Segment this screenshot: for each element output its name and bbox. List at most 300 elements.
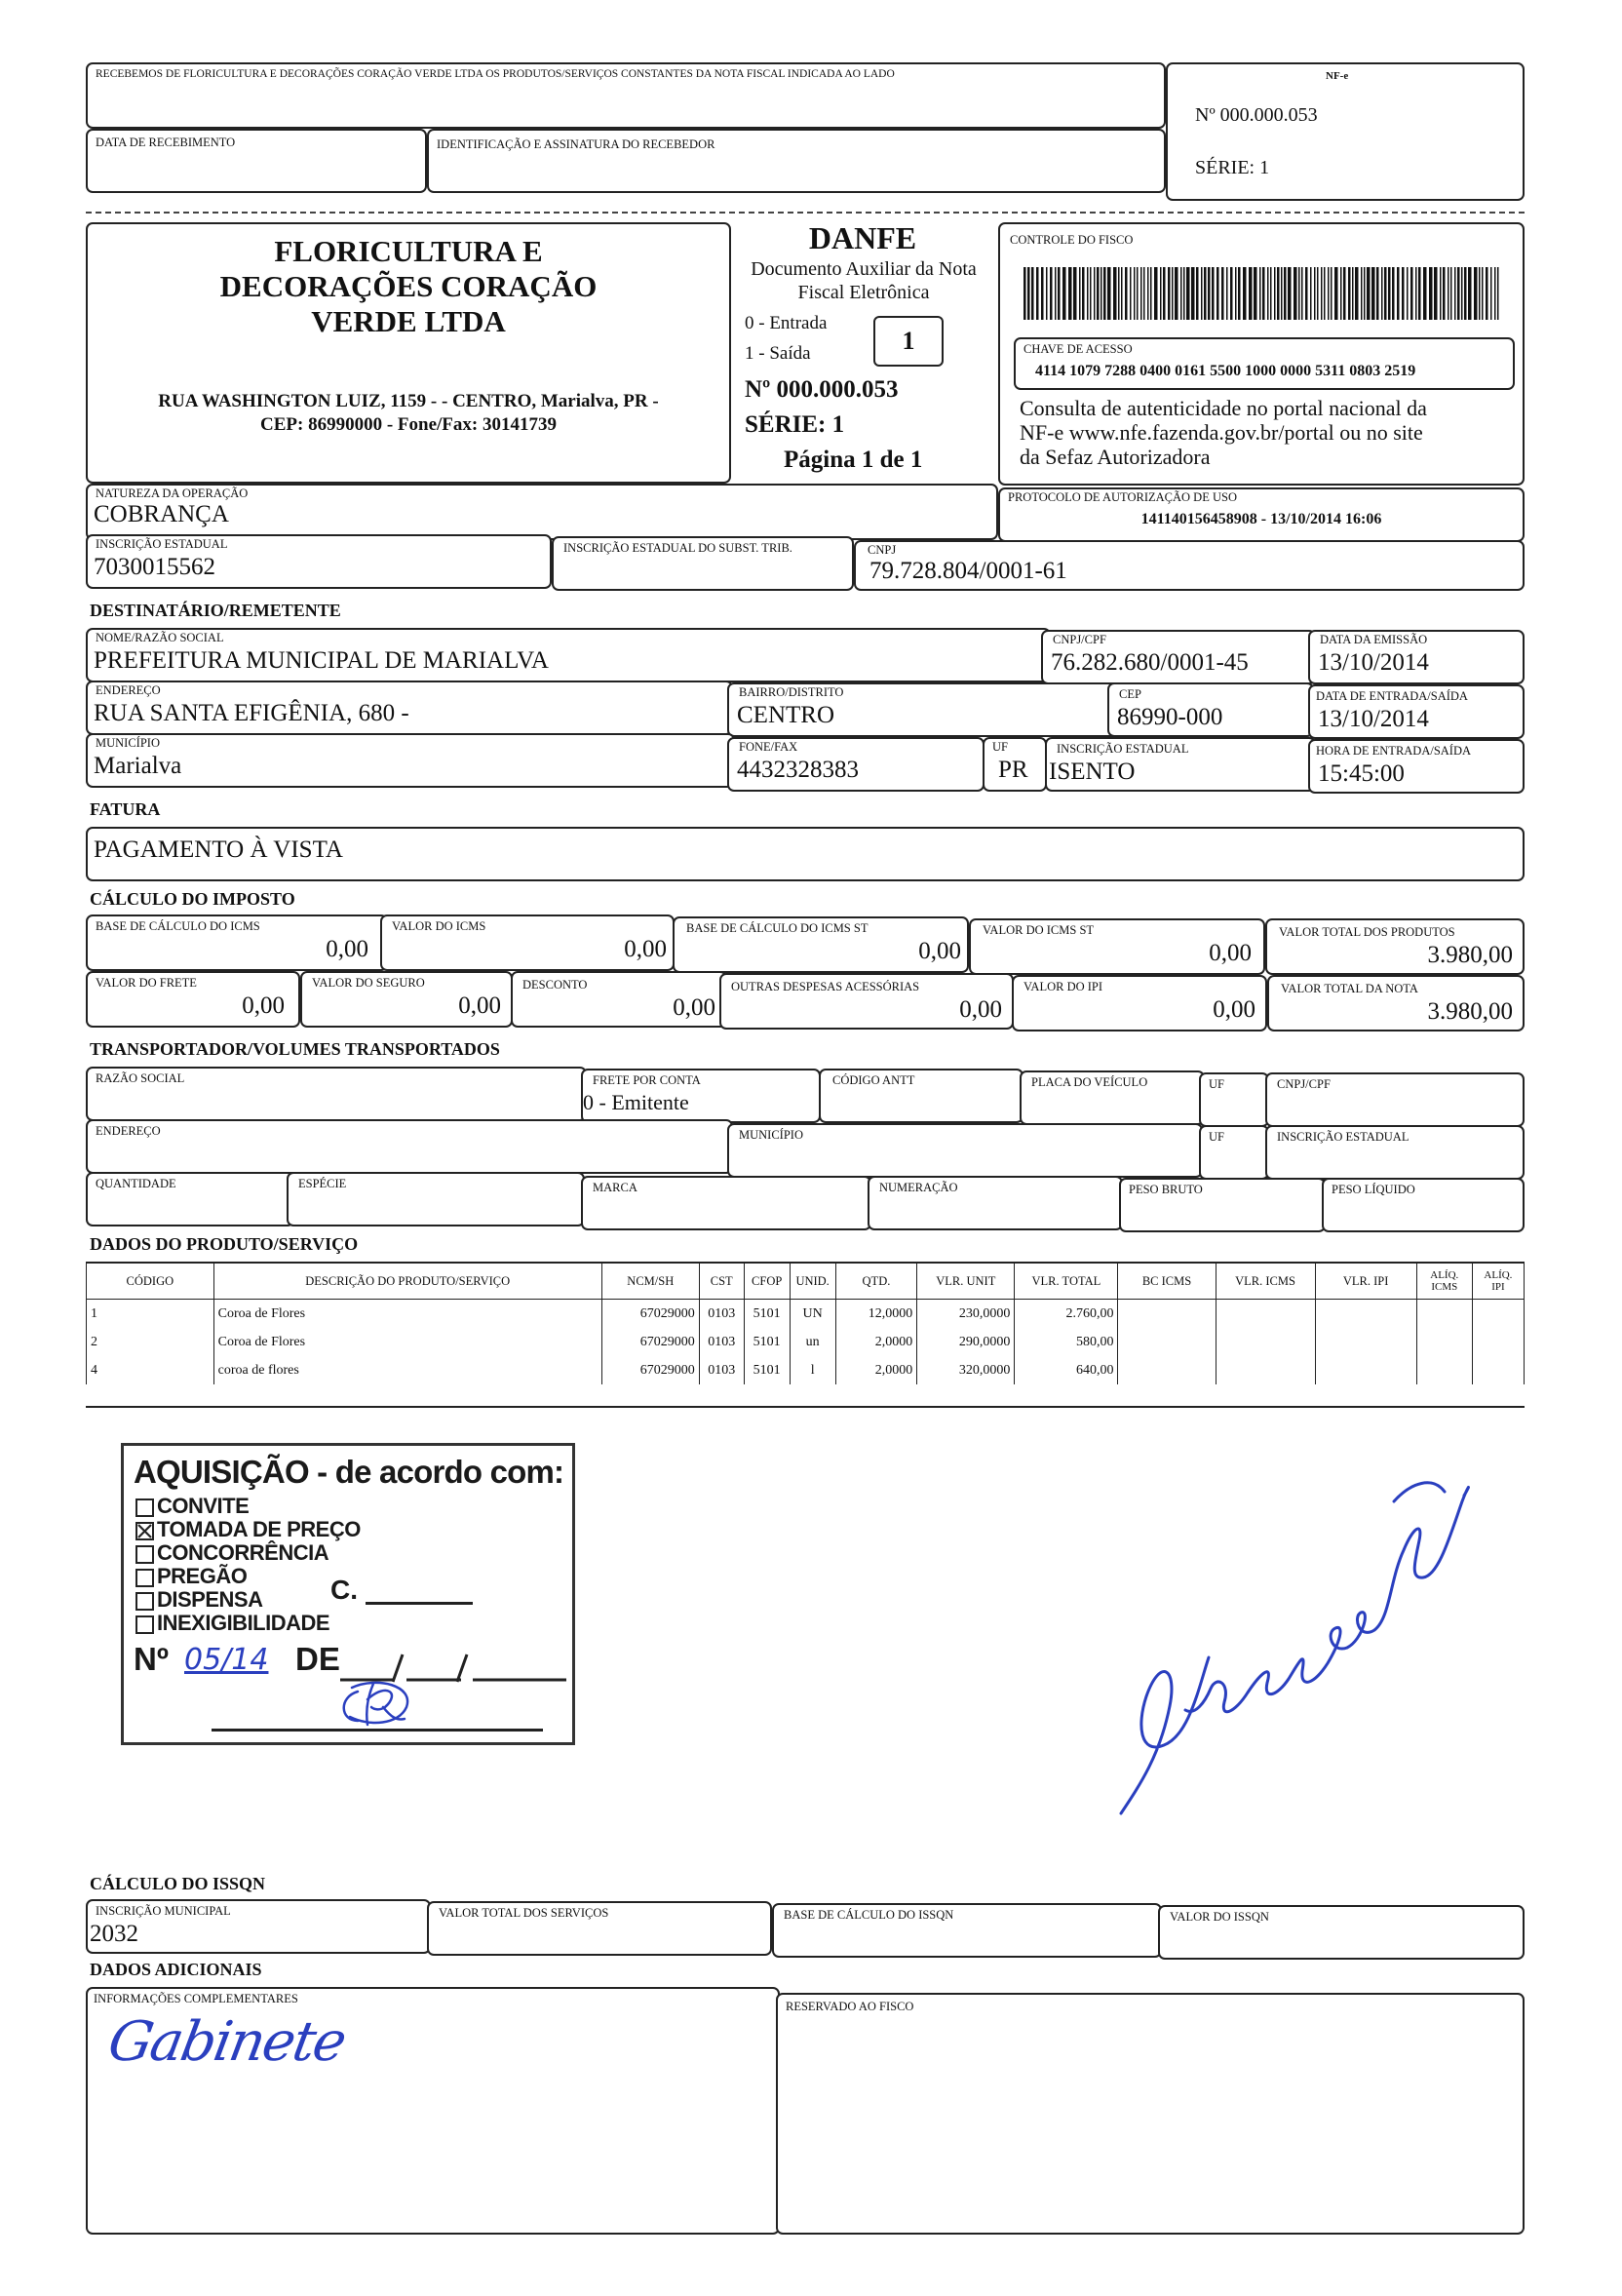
produtos-table (86, 1262, 1525, 1384)
issqn-im-value: 2032 (90, 1921, 138, 1947)
barcode-bar (1140, 267, 1142, 320)
col-header: BC ICMS (1118, 1263, 1216, 1300)
valor-icms-label: VALOR DO ICMS (392, 919, 486, 933)
issqn-section-title: CÁLCULO DO ISSQN (90, 1874, 266, 1893)
emitente-address-line1: RUA WASHINGTON LUIZ, 1159 - - CENTRO, Marialva, PR - (158, 391, 659, 411)
barcode-bar (1208, 267, 1211, 320)
barcode-bar (1046, 267, 1048, 320)
cell-descricao: coroa de flores (213, 1356, 601, 1384)
canhoto-serie: SÉRIE: 1 (1195, 157, 1270, 178)
cell-aliq-icms (1416, 1356, 1472, 1384)
barcode-bar (1371, 267, 1375, 320)
barcode-bar (1317, 267, 1319, 320)
dest-nome-value: PREFEITURA MUNICIPAL DE MARIALVA (94, 647, 549, 674)
cell-vlr-total: 2.760,00 (1015, 1300, 1118, 1329)
dest-ie-label: INSCRIÇÃO ESTADUAL (1057, 742, 1189, 756)
barcode-image (1023, 267, 1503, 320)
barcode-bar (1294, 267, 1297, 320)
transp-frete-value: 0 - Emitente (583, 1090, 689, 1114)
barcode-bar (1259, 267, 1261, 320)
barcode-bar (1125, 267, 1128, 320)
barcode-bar (1434, 267, 1438, 320)
barcode-bar (1041, 267, 1044, 320)
barcode-bar (1118, 267, 1120, 320)
seguro-label: VALOR DO SEGURO (312, 976, 425, 990)
issqn-base-label: BASE DE CÁLCULO DO ISSQN (784, 1908, 954, 1922)
cell-unid: UN (790, 1300, 835, 1329)
dest-entrada-value: 13/10/2014 (1318, 706, 1429, 732)
barcode-bar (1486, 267, 1488, 320)
stamp-c-label: C. (330, 1575, 358, 1605)
barcode-bar (1454, 267, 1456, 320)
cell-cfop: 5101 (744, 1356, 790, 1384)
issqn-im-label: INSCRIÇÃO MUNICIPAL (96, 1904, 231, 1918)
col-header: VLR. TOTAL (1015, 1263, 1118, 1300)
adicionais-section-title: DADOS ADICIONAIS (90, 1960, 262, 1979)
cell-vlr-total: 580,00 (1015, 1328, 1118, 1356)
barcode-bar (1103, 267, 1106, 320)
fatura-section-title: FATURA (90, 799, 161, 819)
dest-cep-label: CEP (1119, 687, 1141, 701)
cell-bc-icms (1118, 1300, 1216, 1329)
ie-st-label: INSCRIÇÃO ESTADUAL DO SUBST. TRIB. (563, 541, 792, 555)
transp-numeracao-label: NUMERAÇÃO (879, 1181, 958, 1194)
barcode-bar (1082, 267, 1085, 320)
emitente-name-line1: FLORICULTURA E (274, 234, 543, 268)
barcode-bar (1212, 267, 1215, 320)
cell-cst: 0103 (699, 1356, 744, 1384)
barcode-bar (1450, 267, 1452, 320)
canhoto-numero: Nº 000.000.053 (1195, 104, 1318, 126)
barcode-bar (1168, 267, 1171, 320)
stamp-option-tomada (135, 1518, 361, 1541)
barcode-bar (1474, 267, 1478, 320)
transp-ie-label: INSCRIÇÃO ESTADUAL (1277, 1130, 1410, 1144)
barcode-bar (1243, 267, 1247, 320)
barcode-bar (1490, 267, 1492, 320)
cell-aliq-ipi (1472, 1356, 1524, 1384)
barcode-bar (1284, 267, 1287, 320)
checkbox-icon (135, 1569, 154, 1587)
ie-value: 7030015562 (94, 554, 215, 580)
col-header: VLR. UNIT (917, 1263, 1015, 1300)
reservado-fisco-label: RESERVADO AO FISCO (786, 2000, 914, 2013)
barcode-bar (1101, 267, 1102, 320)
cell-qtd: 12,0000 (835, 1300, 917, 1329)
barcode-bar (1216, 267, 1219, 320)
transportador-section-title: TRANSPORTADOR/VOLUMES TRANSPORTADOS (90, 1039, 500, 1059)
dest-nome-label: NOME/RAZÃO SOCIAL (96, 631, 224, 644)
cut-line (86, 212, 1525, 214)
barcode-bar (1448, 267, 1449, 320)
cell-ncm: 67029000 (601, 1300, 699, 1329)
produtos-header-row (87, 1263, 1525, 1300)
dest-cnpj-label: CNPJ/CPF (1053, 633, 1106, 646)
barcode-bar (1073, 267, 1077, 320)
danfe-tipo-box: 1 (873, 316, 944, 367)
barcode-bar (1364, 267, 1366, 320)
barcode-bar (1097, 267, 1100, 320)
barcode-bar (1305, 267, 1308, 320)
dest-bairro-value: CENTRO (737, 702, 834, 728)
barcode-bar (1137, 267, 1139, 320)
danfe-title: DANFE (808, 220, 917, 255)
produtos-table-bottom-rule (86, 1406, 1525, 1408)
base-icms-value: 0,00 (326, 936, 368, 962)
stamp-option-concorrencia (135, 1541, 328, 1565)
stamp-option-label: CONVITE (157, 1494, 250, 1518)
imposto-section-title: CÁLCULO DO IMPOSTO (90, 889, 295, 909)
transp-uf-label: UF (1209, 1077, 1224, 1091)
col-header: ALÍQ. ICMS (1416, 1263, 1472, 1300)
cell-qtd: 2,0000 (835, 1328, 917, 1356)
barcode-bar (1196, 267, 1199, 320)
outras-label: OUTRAS DESPESAS ACESSÓRIAS (731, 980, 920, 993)
natureza-value: COBRANÇA (94, 501, 229, 527)
checkbox-checked-icon (135, 1522, 154, 1540)
transp-endereco-label: ENDEREÇO (96, 1124, 161, 1138)
stamp-initials-signature (328, 1678, 426, 1734)
barcode-bar (1334, 267, 1338, 320)
stamp-option-label: INEXIGIBILIDADE (157, 1611, 330, 1635)
consulta-line2: NF-e www.nfe.fazenda.gov.br/portal ou no site (1020, 420, 1423, 445)
barcode-bar (1352, 267, 1354, 320)
barcode-bar (1464, 267, 1467, 320)
barcode-bar (1321, 267, 1323, 320)
barcode-bar (1249, 267, 1253, 320)
outras-value: 0,00 (959, 996, 1002, 1023)
valor-st-value: 0,00 (1209, 940, 1252, 966)
barcode-bar (1384, 267, 1387, 320)
dest-fone-label: FONE/FAX (739, 740, 798, 754)
barcode-bar (1079, 267, 1081, 320)
cell-aliq-ipi (1472, 1328, 1524, 1356)
cell-cst: 0103 (699, 1328, 744, 1356)
transp-antt-label: CÓDIGO ANTT (832, 1073, 915, 1087)
barcode-bar (1392, 267, 1395, 320)
stamp-signature-line (212, 1729, 543, 1732)
frete-value: 0,00 (242, 992, 285, 1019)
barcode-bar (1201, 267, 1203, 320)
consulta-text (1020, 396, 1427, 469)
dest-municipio-label: MUNICÍPIO (96, 736, 160, 750)
cell-vlr-unit: 320,0000 (917, 1356, 1015, 1384)
consulta-line3: da Sefaz Autorizadora (1020, 445, 1211, 469)
barcode-bar (1479, 267, 1481, 320)
cell-vlr-icms (1216, 1356, 1315, 1384)
barcode-bar (1355, 267, 1359, 320)
dest-entrada-label: DATA DE ENTRADA/SAÍDA (1316, 689, 1468, 703)
cell-vlr-ipi (1315, 1356, 1416, 1384)
produtos-section-title: DADOS DO PRODUTO/SERVIÇO (90, 1234, 359, 1254)
barcode-bar (1262, 267, 1265, 320)
barcode-bar (1121, 267, 1123, 320)
barcode-bar (1343, 267, 1346, 320)
seguro-value: 0,00 (458, 992, 501, 1019)
stamp-option-dispensa (135, 1588, 262, 1612)
transp-frete-label: FRETE POR CONTA (593, 1073, 701, 1087)
barcode-bar (1468, 267, 1472, 320)
barcode-bar (1235, 267, 1237, 320)
barcode-bar (1062, 267, 1066, 320)
barcode-bar (1267, 267, 1269, 320)
stamp-option-label: TOMADA DE PREÇO (157, 1517, 361, 1541)
barcode-bar (1191, 267, 1195, 320)
barcode-bar (1055, 267, 1057, 320)
dest-fone-value: 4432328383 (737, 757, 859, 783)
cell-unid: l (790, 1356, 835, 1384)
danfe-subtitle-line2: Fiscal Eletrônica (797, 282, 930, 303)
cell-ncm: 67029000 (601, 1328, 699, 1356)
controle-label: CONTROLE DO FISCO (1010, 233, 1134, 247)
col-header: ALÍQ. IPI (1472, 1263, 1524, 1300)
cell-codigo: 2 (87, 1328, 214, 1356)
base-icms-label: BASE DE CÁLCULO DO ICMS (96, 919, 260, 933)
stamp-c-line (366, 1602, 473, 1605)
transp-especie-label: ESPÉCIE (298, 1177, 347, 1190)
barcode-bar (1027, 267, 1030, 320)
barcode-bar (1429, 267, 1433, 320)
desconto-value: 0,00 (673, 994, 715, 1021)
barcode-bar (1402, 267, 1405, 320)
barcode-bar (1068, 267, 1072, 320)
barcode-bar (1461, 267, 1463, 320)
cell-vlr-unit: 290,0000 (917, 1328, 1015, 1356)
barcode-bar (1324, 267, 1326, 320)
barcode-bar (1175, 267, 1178, 320)
barcode-bar (1457, 267, 1460, 320)
barcode-bar (1113, 267, 1117, 320)
info-complementares-label: INFORMAÇÕES COMPLEMENTARES (94, 1992, 298, 2005)
col-header: VLR. IPI (1315, 1263, 1416, 1300)
barcode-bar (1254, 267, 1257, 320)
base-st-value: 0,00 (918, 938, 961, 964)
barcode-bar (1397, 267, 1400, 320)
dest-municipio-value: Marialva (94, 753, 182, 779)
chave-label: CHAVE DE ACESSO (1023, 342, 1133, 356)
dest-uf-value: PR (998, 757, 1028, 783)
col-header: UNID. (790, 1263, 835, 1300)
transp-endereco-box (86, 1119, 733, 1174)
total-nota-label: VALOR TOTAL DA NOTA (1281, 982, 1418, 995)
barcode-bar (1381, 267, 1383, 320)
stamp-option-label: PREGÃO (157, 1564, 248, 1588)
handwritten-signature (1101, 1462, 1482, 1833)
emitente-name (86, 234, 731, 339)
danfe-numero: Nº 000.000.053 (745, 376, 899, 403)
transp-marca-label: MARCA (593, 1181, 637, 1194)
col-header: DESCRIÇÃO DO PRODUTO/SERVIÇO (213, 1263, 601, 1300)
transp-cnpj-label: CNPJ/CPF (1277, 1077, 1331, 1091)
stamp-de-label: DE (295, 1641, 340, 1677)
canhoto-recebemos-text: RECEBEMOS DE FLORICULTURA E DECORAÇÕES CORAÇÃO VERDE LTDA OS PRODUTOS/SERVIÇOS CONSTANTES DA NOTA FISCAL INDICADA AO LADO (96, 68, 895, 80)
barcode-bar (1443, 267, 1446, 320)
emitente-name-line3: VERDE LTDA (311, 304, 506, 338)
dest-municipio-box (86, 733, 735, 788)
dest-emissao-label: DATA DA EMISSÃO (1320, 633, 1428, 646)
barcode-bar (1186, 267, 1190, 320)
barcode-bar (1328, 267, 1330, 320)
ipi-label: VALOR DO IPI (1023, 980, 1103, 993)
barcode-bar (1288, 267, 1292, 320)
barcode-bar (1107, 267, 1111, 320)
canhoto-data-label: DATA DE RECEBIMENTO (96, 136, 236, 149)
desconto-label: DESCONTO (522, 978, 588, 992)
cell-qtd: 2,0000 (835, 1356, 917, 1384)
barcode-bar (1090, 267, 1092, 320)
natureza-label: NATUREZA DA OPERAÇÃO (96, 486, 249, 500)
barcode-bar (1143, 267, 1145, 320)
danfe-serie: SÉRIE: 1 (745, 411, 845, 438)
info-handwritten-note: Gabinete (103, 2010, 350, 2074)
barcode-bar (1281, 267, 1283, 320)
barcode-bar (1418, 267, 1421, 320)
stamp-option-pregao (135, 1565, 247, 1588)
stamp-option-label: CONCORRÊNCIA (157, 1540, 329, 1565)
barcode-bar (1058, 267, 1061, 320)
col-header: QTD. (835, 1263, 917, 1300)
consulta-line1: Consulta de autenticidade no portal nacional da (1020, 396, 1427, 420)
barcode-bar (1410, 267, 1413, 320)
chave-value: 4114 1079 7288 0400 0161 5500 1000 0000 5311 0803 2519 (1035, 363, 1416, 379)
dest-endereco-value: RUA SANTA EFIGÊNIA, 680 - (94, 700, 409, 726)
transp-peso-bruto-label: PESO BRUTO (1129, 1183, 1203, 1196)
barcode-bar (1226, 267, 1228, 320)
barcode-bar (1388, 267, 1391, 320)
valor-icms-value: 0,00 (624, 936, 667, 962)
barcode-bar (1180, 267, 1182, 320)
cell-cfop: 5101 (744, 1300, 790, 1329)
total-produtos-label: VALOR TOTAL DOS PRODUTOS (1279, 925, 1455, 939)
cnpj-value: 79.728.804/0001-61 (869, 558, 1067, 584)
cell-bc-icms (1118, 1356, 1216, 1384)
dest-hora-label: HORA DE ENTRADA/SAÍDA (1316, 744, 1472, 758)
cnpj-label: CNPJ (868, 543, 897, 557)
emitente-address (86, 390, 731, 437)
barcode-bar (1376, 267, 1379, 320)
cell-aliq-icms (1416, 1328, 1472, 1356)
danfe-subtitle-line1: Documento Auxiliar da Nota (751, 258, 977, 280)
barcode-bar (1270, 267, 1272, 320)
cell-aliq-ipi (1472, 1300, 1524, 1329)
barcode-bar (1130, 267, 1132, 320)
cell-bc-icms (1118, 1328, 1216, 1356)
cell-unid: un (790, 1328, 835, 1356)
cell-descricao: Coroa de Flores (213, 1328, 601, 1356)
dest-emissao-value: 13/10/2014 (1318, 649, 1429, 676)
col-header: CÓDIGO (87, 1263, 214, 1300)
cell-cfop: 5101 (744, 1328, 790, 1356)
barcode-bar (1221, 267, 1224, 320)
barcode-bar (1274, 267, 1276, 320)
barcode-bar (1172, 267, 1174, 320)
barcode-bar (1361, 267, 1363, 320)
barcode-bar (1160, 267, 1162, 320)
barcode-bar (1087, 267, 1089, 320)
aquisicao-stamp (121, 1443, 575, 1745)
protocolo-value: 141140156458908 - 13/10/2014 16:06 (1140, 511, 1382, 527)
frete-label: VALOR DO FRETE (96, 976, 197, 990)
barcode-bar (1163, 267, 1166, 320)
stamp-option-label: DISPENSA (157, 1587, 263, 1612)
barcode-bar (1348, 267, 1351, 320)
barcode-bar (1031, 267, 1034, 320)
checkbox-icon (135, 1615, 154, 1634)
table-row (87, 1356, 1525, 1384)
stamp-numero-label: Nº (134, 1641, 169, 1677)
barcode-bar (1277, 267, 1280, 320)
barcode-bar (1340, 267, 1342, 320)
cell-vlr-ipi (1315, 1300, 1416, 1329)
canhoto-nfe-label: NF-e (1326, 70, 1349, 82)
cell-vlr-total: 640,00 (1015, 1356, 1118, 1384)
dest-uf-label: UF (992, 740, 1008, 754)
barcode-bar (1050, 267, 1053, 320)
dest-ie-value: ISENTO (1049, 759, 1136, 785)
table-row (87, 1328, 1525, 1356)
transp-municipio-label: MUNICÍPIO (739, 1128, 803, 1142)
barcode-bar (1423, 267, 1427, 320)
col-header: CST (699, 1263, 744, 1300)
dest-cep-value: 86990-000 (1117, 704, 1223, 730)
cell-vlr-icms (1216, 1300, 1315, 1329)
cell-cst: 0103 (699, 1300, 744, 1329)
barcode-bar (1204, 267, 1207, 320)
barcode-bar (1367, 267, 1371, 320)
checkbox-icon (135, 1592, 154, 1611)
barcode-bar (1494, 267, 1496, 320)
issqn-valor-label: VALOR DO ISSQN (1170, 1910, 1269, 1924)
fatura-value: PAGAMENTO À VISTA (94, 837, 343, 863)
barcode-bar (1298, 267, 1300, 320)
barcode-bar (1238, 267, 1241, 320)
col-header: NCM/SH (601, 1263, 699, 1300)
barcode-bar (1094, 267, 1096, 320)
stamp-title: AQUISIÇÃO - de acordo com: (134, 1454, 564, 1490)
cell-codigo: 4 (87, 1356, 214, 1384)
stamp-numero-value: 05/14 (184, 1643, 269, 1677)
barcode-bar (1440, 267, 1442, 320)
barcode-bar (1314, 267, 1316, 320)
col-header: VLR. ICMS (1216, 1263, 1315, 1300)
protocolo-label: PROTOCOLO DE AUTORIZAÇÃO DE USO (1008, 490, 1237, 504)
barcode-bar (1150, 267, 1152, 320)
checkbox-icon (135, 1498, 154, 1517)
cell-vlr-icms (1216, 1328, 1315, 1356)
ie-label: INSCRIÇÃO ESTADUAL (96, 537, 228, 551)
issqn-total-label: VALOR TOTAL DOS SERVIÇOS (439, 1906, 609, 1920)
barcode-bar (1310, 267, 1312, 320)
barcode-bar (1134, 267, 1136, 320)
total-nota-value: 3.980,00 (1427, 998, 1513, 1025)
emitente-name-line2: DECORAÇÕES CORAÇÃO (219, 269, 598, 303)
barcode-bar (1497, 267, 1499, 320)
reservado-fisco-box (776, 1993, 1525, 2235)
transp-quantidade-label: QUANTIDADE (96, 1177, 176, 1190)
stamp-option-convite (135, 1495, 249, 1518)
total-produtos-value: 3.980,00 (1427, 942, 1513, 968)
transp-uf2-label: UF (1209, 1130, 1224, 1144)
cell-vlr-unit: 230,0000 (917, 1300, 1015, 1329)
barcode-bar (1147, 267, 1149, 320)
ipi-value: 0,00 (1213, 996, 1255, 1023)
cell-descricao: Coroa de Flores (213, 1300, 601, 1329)
cell-vlr-ipi (1315, 1328, 1416, 1356)
danfe-pagina: Página 1 de 1 (784, 447, 923, 473)
barcode-bar (1415, 267, 1417, 320)
canhoto-identificacao-label: IDENTIFICAÇÃO E ASSINATURA DO RECEBEDOR (437, 137, 715, 151)
base-st-label: BASE DE CÁLCULO DO ICMS ST (686, 921, 869, 935)
